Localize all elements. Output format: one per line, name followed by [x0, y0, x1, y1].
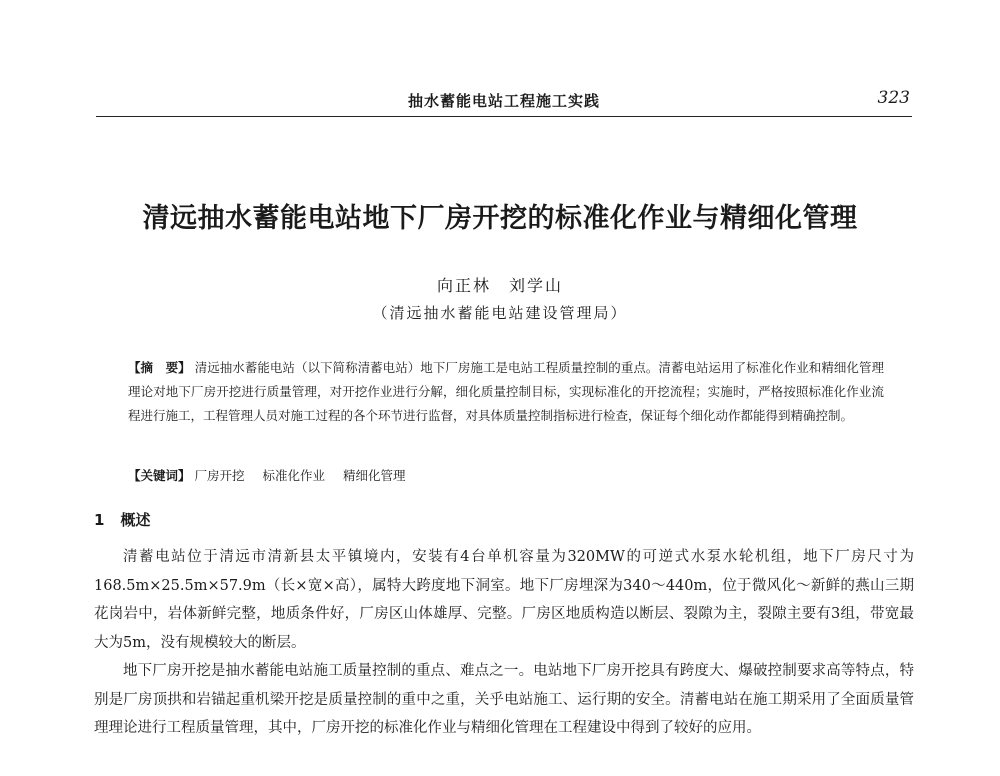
running-header [96, 86, 912, 117]
body-paragraph: 清蓄电站位于清远市清新县太平镇境内，安装有4台单机容量为320MW的可逆式水泵水轮机组，地下厂房尺寸为168.5m×25.5m×57.9m（长×宽×高），属特大跨度地下洞室。地下厂房埋深为340～440m，位于微风化～新鲜的燕山三期花岗岩中，岩体新鲜完整，地质条件好，厂房区山体雄厚、完整。厂房区地质构造以断层、裂隙为主，裂隙主要有3组，带宽最大为5m，没有规模较大的断层。 [94, 549, 914, 651]
section-title: 概述 [120, 511, 151, 529]
section-number: 1 [94, 511, 105, 529]
keyword-item: 厂房开挖 [194, 468, 245, 483]
page-number: 323 [877, 88, 910, 108]
body-paragraph: 地下厂房开挖是抽水蓄能电站施工质量控制的重点、难点之一。电站地下厂房开挖具有跨度大、爆破控制要求高等特点，特别是厂房顶拱和岩锚起重机梁开挖是质量控制的重中之重，关乎电站施工、运行期的安全。清蓄电站在施工期采用了全面质量管理理论进行工程质量管理，其中，厂房开挖的标准化作业与精细化管理在工程建设中得到了较好的应用。 [94, 663, 914, 736]
authors: 向正林 刘学山 [436, 276, 563, 295]
abstract [128, 356, 884, 428]
abstract-text: 清远抽水蓄能电站（以下简称清蓄电站）地下厂房施工是电站工程质量控制的重点。清蓄电站运用了标准化作业和精细化管理理论对地下厂房开挖进行质量管理，对开挖作业进行分解，细化质量控制目标，实现标准化的开挖流程；实施时，严格按照标准化作业流程进行施工，工程管理人员对施工过程的各个环节进行监督，对具体质量控制指标进行检查，保证每个细化动作都能得到精确控制。 [128, 360, 884, 423]
section-heading [94, 509, 150, 530]
paper-title: 清远抽水蓄能电站地下厂房开挖的标准化作业与精细化管理 [142, 203, 858, 234]
section-body [94, 543, 914, 743]
keyword-item: 标准化作业 [262, 468, 326, 483]
affiliation: （清远抽水蓄能电站建设管理局） [372, 304, 628, 322]
abstract-label: 【摘 要】 [128, 360, 191, 375]
keywords [128, 466, 884, 484]
keywords-label: 【关键词】 [128, 468, 191, 483]
keyword-item: 精细化管理 [343, 468, 406, 483]
running-title: 抽水蓄能电站工程施工实践 [407, 92, 600, 110]
